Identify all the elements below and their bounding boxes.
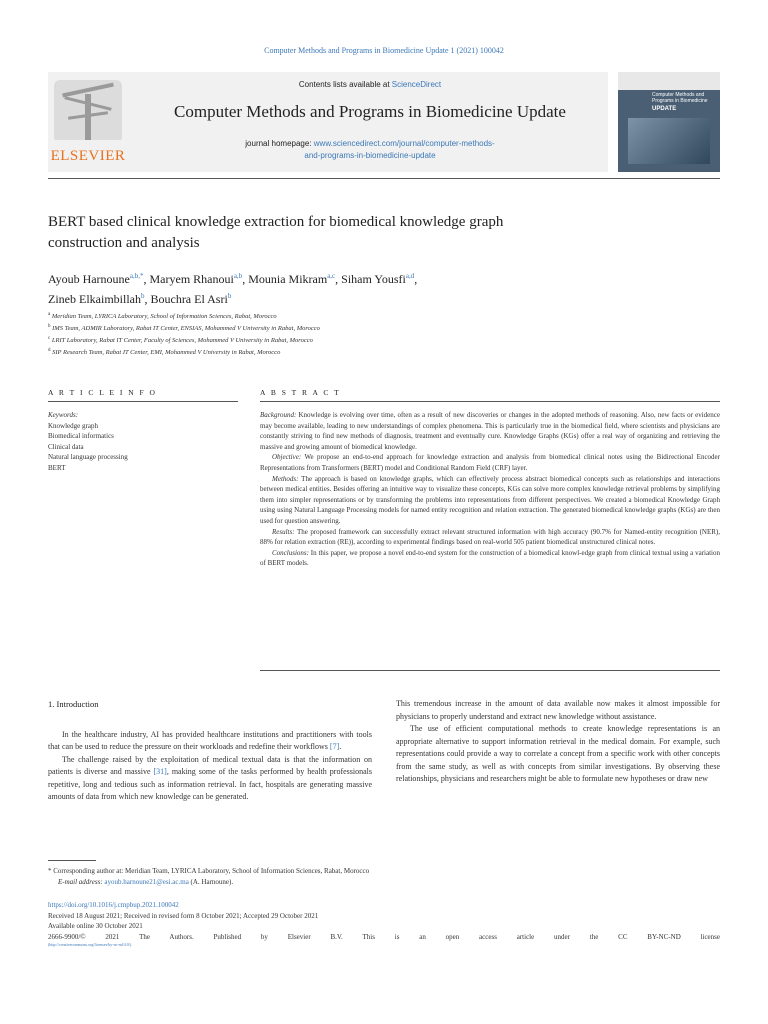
footnote-mark: *	[48, 867, 52, 875]
doi-link[interactable]: https://doi.org/10.1016/j.cmpbup.2021.100042	[48, 901, 179, 909]
cover-update-label: UPDATE	[652, 106, 677, 112]
cover-title: Computer Methods and Programs in Biomedicine	[652, 92, 708, 104]
corresponding-author-note	[48, 866, 720, 877]
abstract-objective	[260, 452, 720, 473]
abstract-body	[260, 410, 720, 569]
abstract-label: Objective:	[272, 453, 302, 462]
article-title	[48, 212, 720, 254]
affiliation-mark: d	[48, 348, 51, 354]
intro-paragraph	[48, 754, 372, 804]
journal-cover-thumbnail[interactable]	[618, 72, 720, 172]
affiliation-item	[48, 346, 720, 358]
elsevier-logo[interactable]	[48, 80, 128, 166]
abstract-results	[260, 527, 720, 548]
affiliation-text: SIP Research Team, Rabat IT Center, EMI, Mohammed V University in Rabat, Morocco	[52, 349, 281, 357]
keywords-label: Keywords:	[48, 411, 79, 419]
affiliation-text: LRIT Laboratory, Rabat IT Center, Faculty of Sciences, Mohammed V University in Rabat, Morocco	[51, 337, 313, 345]
affiliation-mark: c	[48, 336, 51, 342]
abstract-conclusions	[260, 548, 720, 569]
article-info-heading: A R T I C L E I N F O	[48, 388, 157, 397]
keyword-item: BERT	[48, 463, 66, 472]
intro-text: The challenge raised by the exploitation of medical textual data is that the information on patients is diverse and massive	[48, 754, 372, 776]
intro-paragraph: The use of efficient computational methods to create knowledge representations is an appropriate alternative to support information retrieval in the medical domain. For example, such representations could provide a way to correlate a concept from a specific work with other concepts from the same study, as well as with concepts from similar investigations. By observing these relationships, physicians and researchers might be able to formulate new hypotheses or draw new	[396, 724, 720, 783]
email-suffix: (A. Harnoune).	[188, 877, 234, 886]
elsevier-tree-icon	[54, 80, 122, 140]
author[interactable]: Mounia Mikram	[248, 272, 328, 286]
homepage-url-line2[interactable]: and-programs-in-biomedicine-update	[304, 151, 436, 160]
abstract-bottom-rule	[260, 670, 720, 671]
available-online: Available online 30 October 2021	[48, 922, 143, 930]
license-url-link[interactable]: (http://creativecommons.org/licenses/by-nc-nd/4.0/).	[48, 942, 133, 947]
author[interactable]: Maryem Rhanoui	[149, 272, 234, 286]
abstract-methods	[260, 474, 720, 527]
abstract-text: We propose an end-to-end approach for knowledge extraction and analysis from biomedical clinical notes using the Bidirectional Encoder Representations from Transformers (BERT) model and Conditional Random Field (CRF) layer.	[260, 453, 720, 472]
intro-heading: 1. Introduction	[48, 699, 99, 709]
author-affiliation-mark[interactable]: a,b	[233, 272, 243, 280]
intro-text: , making some of the tasks performed by health professionals repetitive, long and tedious such as information retrieval. In fact, hospitals are generating massive amounts of data from which new knowledge can be generated.	[48, 767, 372, 801]
author[interactable]: Ayoub Harnoune	[48, 272, 130, 286]
author[interactable]: Zineb Elkaimbillah	[48, 292, 141, 306]
affiliation-mark: b	[48, 324, 51, 330]
affiliation-item	[48, 322, 720, 334]
abstract-background	[260, 410, 720, 452]
journal-title: Computer Methods and Programs in Biomedicine Update	[174, 102, 566, 121]
abstract-heading: A B S T R A C T	[260, 388, 341, 397]
cover-top-strip	[618, 72, 720, 90]
keyword-item: Knowledge graph	[48, 421, 98, 430]
affiliation-item	[48, 334, 720, 346]
journal-homepage	[150, 138, 590, 162]
author-list	[48, 268, 720, 308]
affiliation-text: Meridian Team, LYRICA Laboratory, School of Information Sciences, Rabat, Morocco	[51, 313, 277, 321]
abstract-label: Results:	[272, 527, 295, 536]
author-affiliation-mark[interactable]: b	[227, 292, 232, 300]
author-separator: ,	[143, 272, 150, 286]
email-label: E-mail address:	[58, 877, 103, 886]
citation-link[interactable]: [31]	[153, 767, 167, 776]
header-bottom-rule	[48, 178, 720, 179]
corresponding-author-text: Corresponding author at: Meridian Team, LYRICA Laboratory, School of Information Sciences, Rabat, Morocco	[51, 867, 370, 875]
footnote-rule	[48, 860, 96, 861]
affiliation-list	[48, 310, 720, 359]
article-meta-footer	[48, 900, 720, 948]
author[interactable]: Bouchra El Asri	[150, 292, 228, 306]
abstract-label: Conclusions:	[272, 548, 309, 557]
article-info-panel	[48, 410, 228, 473]
running-head[interactable]: Computer Methods and Programs in Biomedicine Update 1 (2021) 100042	[264, 46, 504, 55]
author[interactable]: Siham Yousfi	[341, 272, 406, 286]
keyword-item: Clinical data	[48, 442, 84, 451]
abstract-label: Methods:	[272, 474, 299, 483]
affiliation-mark: a	[48, 312, 51, 317]
citation-link[interactable]: [7]	[329, 742, 340, 751]
elsevier-wordmark: ELSEVIER	[50, 148, 126, 164]
article-title-line2: construction and analysis	[48, 235, 200, 251]
author-affiliation-mark[interactable]: a,d	[405, 272, 415, 280]
intro-left-column	[48, 698, 372, 804]
keyword-item: Natural language processing	[48, 453, 128, 461]
sciencedirect-link[interactable]: ScienceDirect	[391, 80, 442, 89]
intro-text: .	[339, 742, 342, 751]
received-dates: Received 18 August 2021; Received in revised form 8 October 2021; Accepted 29 October 2021	[48, 911, 319, 920]
abstract-text: Knowledge is evolving over time, often as a result of new discoveries or changes in the adopted methods of reasoning. Also, new facts or evidence may become available, leading to new understandings of complex phenomena. This is particularly true in the biomedical field, where scientists and physicians are constantly striving to find new methods of diagnosis, treatment and eventually cure. Knowledge Graphs (KGs) offer a real way of organizing and retrieving the massive and growing amount of biomedical knowledge.	[260, 411, 720, 451]
author-separator: ,	[242, 272, 249, 286]
intro-paragraph: This tremendous increase in the amount of data available now makes it almost impossible for physicians to properly understand and extract new knowledge without assistance.	[396, 699, 720, 721]
article-info-rule	[48, 401, 238, 402]
contents-line	[150, 80, 590, 89]
license-text: 2666-9900/© 2021 The Authors. Published by Elsevier B.V. This is an open access article under the CC BY-NC-ND license	[48, 932, 720, 941]
author-affiliation-mark[interactable]: a,c	[327, 272, 336, 280]
abstract-text: In this paper, we propose a novel end-to-end system for the construction of a biomedical knowl-edge graph from clinical textual using a variation of BERT models.	[260, 548, 720, 568]
author-separator: ,	[335, 272, 342, 286]
author-affiliation-mark[interactable]: b	[140, 292, 145, 300]
intro-paragraph	[48, 729, 372, 754]
cover-artwork	[628, 118, 710, 164]
homepage-url-line1[interactable]: www.sciencedirect.com/journal/computer-methods-	[313, 139, 495, 148]
footnotes	[48, 866, 720, 887]
keyword-item: Biomedical informatics	[48, 432, 114, 440]
intro-right-column	[396, 698, 720, 786]
email-link[interactable]: ayoub.harnoune21@esi.ac.ma	[104, 877, 189, 886]
affiliation-text: IMS Team, ADMIR Laboratory, Rabat IT Center, ENSIAS, Mohammed V University in Rabat, Morocco	[52, 325, 320, 333]
intro-text: In the healthcare industry, AI has provided healthcare institutions and practitioners with tools that can be used to reduce the pressure on their workloads and redefine their workflows	[48, 729, 372, 751]
author-separator: ,	[414, 272, 418, 286]
abstract-rule	[260, 401, 720, 402]
email-note	[48, 877, 720, 888]
author-affiliation-mark[interactable]: a,b,*	[129, 272, 144, 280]
author-separator: ,	[144, 292, 151, 306]
affiliation-item	[48, 310, 720, 322]
abstract-text: The proposed framework can successfully extract relevant structured information with high accuracy (90.7% for Named-entity recognition (NER), 88% for relation extraction (RE)), according to experimental findings based on real-world 505 patient biomedical unstructured clinical notes.	[260, 527, 720, 547]
article-title-line1: BERT based clinical knowledge extraction for biomedical knowledge graph	[48, 214, 504, 230]
homepage-label: journal homepage:	[245, 139, 314, 148]
abstract-label: Background:	[260, 411, 297, 419]
contents-prefix: Contents lists available at	[298, 80, 392, 89]
abstract-text: The approach is based on knowledge graphs, which can effectively process abstract biomedical concepts such as relationships and interactions between medical entities. Besides offering an intuitive way to visualize these concepts, KGs can solve more complex knowledge retrieval problems by simplifying them into simpler representations or by transforming the problems into representations from different perspectives. We created a biomedical Knowledge Graph using using Natural Language Processing models for named entity recognition and relation extraction. The generated biomedical knowledge graphs (KGs) are then used for question answering.	[260, 474, 720, 525]
